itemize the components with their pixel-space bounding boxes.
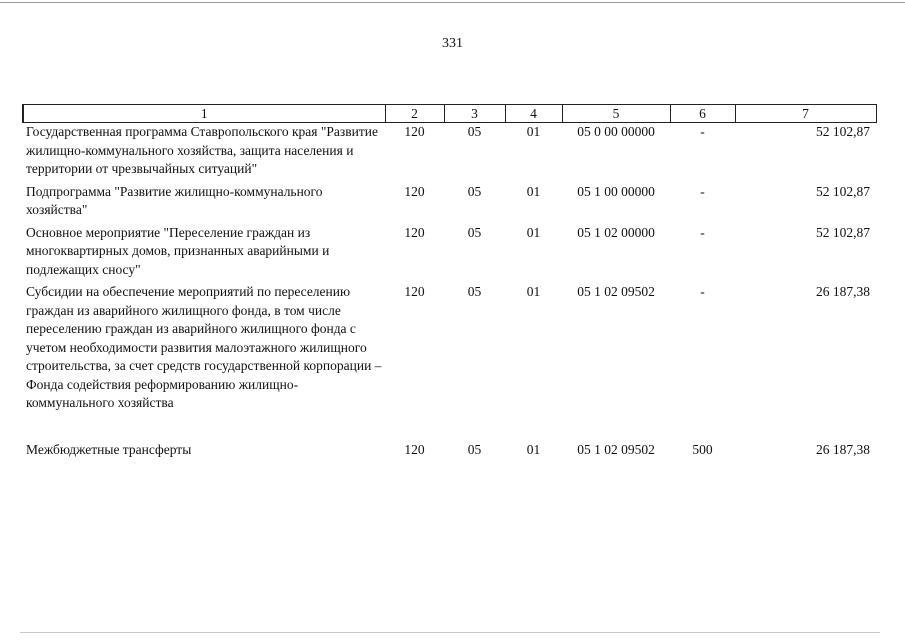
row-col-5: 05 1 02 00000 — [577, 224, 655, 240]
table-row — [23, 183, 876, 224]
spacer-cell — [23, 417, 876, 437]
row-col-2: 120 — [404, 441, 425, 457]
row-col-7: 26 187,38 — [816, 284, 870, 299]
row-col-3: 05 — [467, 441, 482, 457]
row-col-3: 05 — [467, 224, 482, 240]
row-col-4: 01 — [526, 124, 541, 139]
row-col-3: 05 — [467, 284, 482, 299]
row-col-3: 05 — [467, 183, 482, 199]
column-header-1: 1 — [23, 105, 385, 123]
page-number: 331 — [442, 36, 463, 51]
table-row — [23, 283, 876, 417]
row-col-2: 120 — [404, 183, 425, 199]
row-col-5: 05 1 00 00000 — [577, 183, 655, 199]
scan-edge-line-bottom — [20, 632, 880, 633]
row-name: Межбюджетные трансферты — [26, 441, 192, 457]
row-col-6: - — [700, 224, 705, 240]
row-col-6: - — [700, 124, 705, 139]
row-col-3: 05 — [467, 124, 482, 139]
table-row — [23, 437, 876, 464]
table-row — [23, 123, 876, 183]
row-col-5: 05 1 02 09502 — [577, 284, 655, 299]
row-col-7: 52 102,87 — [816, 224, 870, 240]
row-name: Подпрограмма "Развитие жилищно-коммунального хозяйства" — [26, 183, 323, 217]
budget-table — [22, 104, 877, 463]
row-col-7: 26 187,38 — [816, 441, 870, 457]
row-name: Субсидии на обеспечение мероприятий по переселению граждан из аварийного жилищного фонда, в том числе переселению граждан из аварийного жилищного фонда с учетом необходимости развития малоэтажного жилищного строительства, за счет средств государственной корпорации – Фонда содействия реформированию жилищно-коммунального хозяйства — [26, 284, 382, 410]
row-col-6: - — [700, 284, 705, 299]
row-col-4: 01 — [526, 224, 541, 240]
scan-edge-line-top — [0, 2, 905, 3]
row-name: Государственная программа Ставропольского края "Развитие жилищно-коммунального хозяйства, защита населения и территории от чрезвычайных ситуаций" — [26, 124, 378, 176]
row-col-4: 01 — [526, 183, 541, 199]
row-name: Основное мероприятие "Переселение граждан из многоквартирных домов, признанных аварийными и подлежащих сносу" — [26, 224, 330, 277]
row-col-5: 05 0 00 00000 — [577, 124, 655, 139]
row-col-2: 120 — [404, 124, 425, 139]
row-col-5: 05 1 02 09502 — [577, 441, 655, 457]
row-col-7: 52 102,87 — [816, 183, 870, 199]
column-header-4: 4 — [505, 105, 562, 123]
table-row — [23, 224, 876, 284]
row-col-4: 01 — [526, 441, 541, 457]
column-header-5: 5 — [562, 105, 670, 123]
spacer-row — [23, 417, 876, 437]
row-col-2: 120 — [404, 284, 425, 299]
column-header-7: 7 — [735, 105, 876, 123]
row-col-6: 500 — [692, 441, 713, 457]
column-header-3: 3 — [444, 105, 505, 123]
row-col-6: - — [700, 183, 705, 199]
row-col-4: 01 — [526, 284, 541, 299]
row-col-2: 120 — [404, 224, 425, 240]
header-row — [23, 105, 876, 123]
column-header-2: 2 — [385, 105, 444, 123]
row-col-7: 52 102,87 — [816, 124, 870, 139]
column-header-6: 6 — [670, 105, 735, 123]
